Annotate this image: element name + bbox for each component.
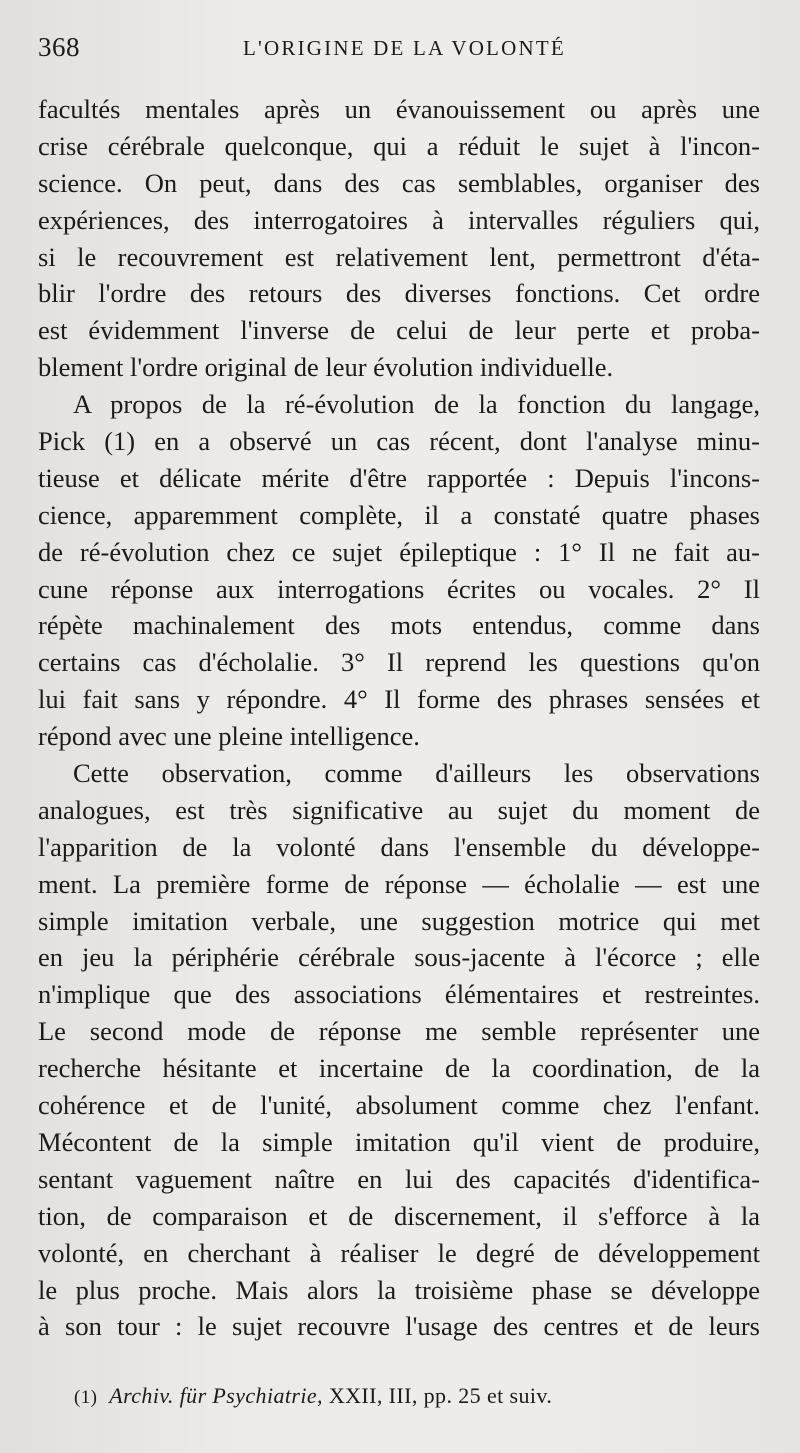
running-head [38, 28, 762, 68]
text-line: expériences, des interrogatoires à intervalles réguliers qui, [38, 204, 760, 235]
page-number: 368 [38, 32, 80, 62]
text-line: de ré-évolution chez ce sujet épileptique : 1° Il ne fait au- [38, 536, 760, 567]
text-line: cune réponse aux interrogations écrites ou vocales. 2° Il [38, 573, 760, 604]
footnote-source: Archiv. für Psychiatrie, [109, 1383, 323, 1408]
text-line: crise cérébrale quelconque, qui a réduit le sujet à l'incon- [38, 130, 760, 161]
text-line: est évidemment l'inverse de celui de leur perte et proba- [38, 315, 760, 346]
text-line: répète machinalement des mots entendus, comme dans [38, 610, 760, 641]
text-line: blir l'ordre des retours des diverses fonctions. Cet ordre [38, 278, 760, 309]
text-line: blement l'ordre original de leur évolution individuelle. [38, 352, 614, 383]
footnote-marker: (1) [74, 1387, 98, 1408]
text-line: ment. La première forme de réponse — écholalie — est une [38, 868, 760, 899]
text-line: en jeu la périphérie cérébrale sous-jacente à l'écorce ; elle [38, 942, 760, 973]
text-line: si le recouvrement est relativement lent, permettront d'éta- [38, 241, 760, 272]
text-line: analogues, est très significative au sujet du moment de [38, 794, 760, 825]
text-line: répond avec une pleine intelligence. [38, 721, 420, 752]
text-line: Pick (1) en a observé un cas récent, dont l'analyse minu- [38, 426, 760, 457]
footnote-reference: XXII, III, pp. 25 et suiv. [328, 1383, 553, 1408]
text-line: le plus proche. Mais alors la troisième phase se développe [38, 1274, 760, 1305]
text-line: cience, apparemment complète, il a constaté quatre phases [38, 499, 760, 530]
text-line: cohérence et de l'unité, absolument comme chez l'enfant. [38, 1090, 760, 1121]
text-line: n'implique que des associations élémentaires et restreintes. [38, 979, 760, 1010]
text-line: Mécontent de la simple imitation qu'il vient de produire, [38, 1126, 760, 1157]
paragraph-first-line: Cette observation, comme d'ailleurs les observations [73, 758, 760, 789]
text-line: facultés mentales après un évanouissement ou après une [38, 94, 760, 124]
paragraph-first-line: A propos de la ré-évolution de la fonction du langage, [73, 389, 760, 420]
text-line: certains cas d'écholalie. 3° Il reprend les questions qu'on [38, 647, 760, 678]
text-line: science. On peut, dans des cas semblables, organiser des [38, 167, 760, 198]
footnote [74, 1383, 552, 1409]
text-line: recherche hésitante et incertaine de la coordination, de la [38, 1053, 760, 1084]
text-line: lui fait sans y répondre. 4° Il forme des phrases sensées et [38, 684, 760, 715]
body-text [38, 91, 760, 1345]
text-line: Le second mode de réponse me semble représenter une [38, 1016, 760, 1047]
text-line: à son tour : le sujet recouvre l'usage des centres et de leurs [38, 1311, 760, 1342]
text-line: volonté, en cherchant à réaliser le degré de développement [38, 1237, 760, 1268]
text-line: simple imitation verbale, une suggestion motrice qui met [38, 905, 760, 936]
text-line: l'apparition de la volonté dans l'ensemble du développe- [38, 831, 760, 862]
running-title: L'ORIGINE DE LA VOLONTÉ [243, 36, 566, 60]
text-line: tion, de comparaison et de discernement, il s'efforce à la [38, 1200, 760, 1231]
text-line: sentant vaguement naître en lui des capacités d'identifica- [38, 1163, 760, 1194]
text-line: tieuse et délicate mérite d'être rapportée : Depuis l'incons- [38, 462, 760, 493]
